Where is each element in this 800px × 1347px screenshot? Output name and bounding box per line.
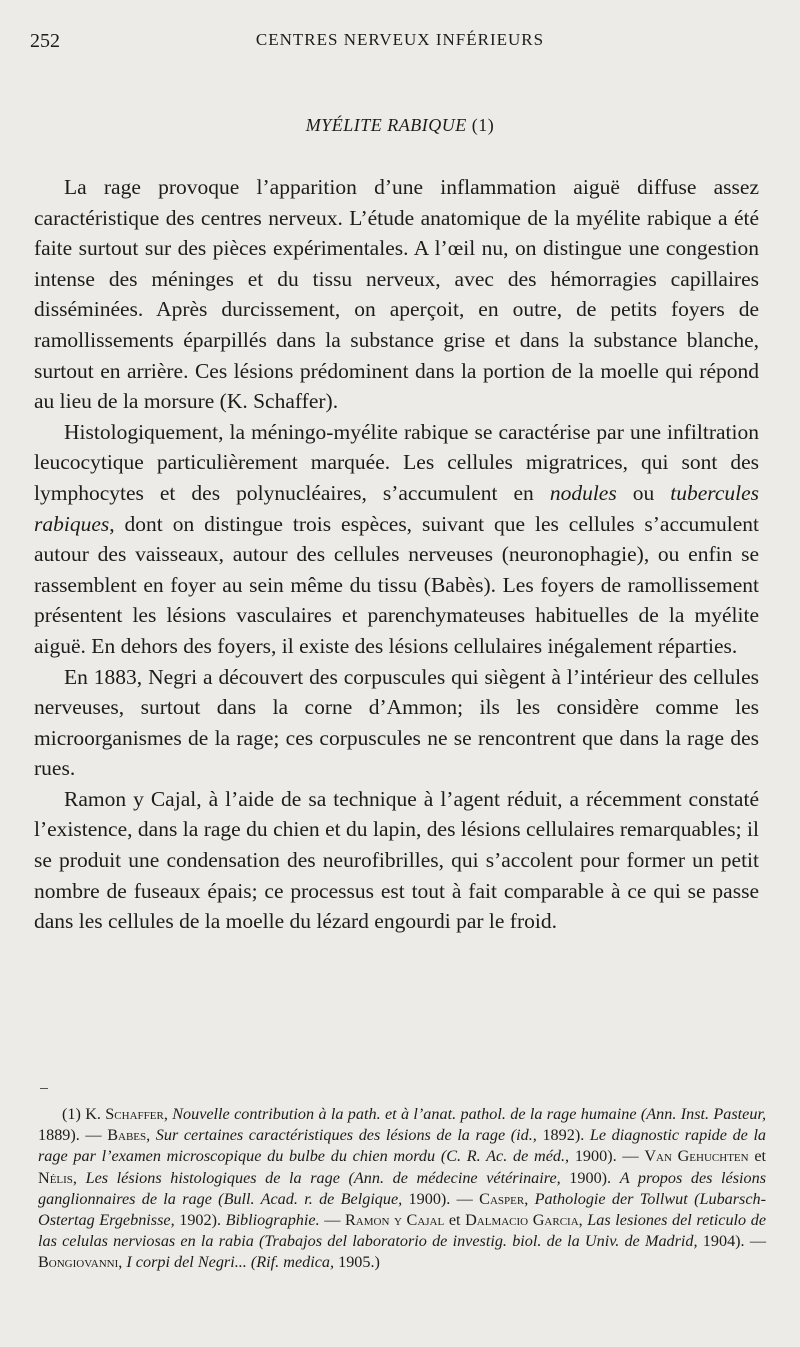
fn-span: , (163, 1105, 173, 1123)
paragraph: Ramon y Cajal, à l’aide de sa technique à l’agent réduit, a récemment constaté l’existence, dans la rage du chien et du lapin, des lésions cellulaires remarquables; il se produit une condensation des neurofibrilles, qui s’accolent pour former un petit nombre de fuseaux épais; ce processus est tout à fait comparable à ce qui se passe dans les cellules de la moelle du lézard engourdi par le froid. (34, 786, 759, 934)
fn-span: 1889). — (38, 1126, 108, 1145)
text-span: , dont on distingue trois espèces, suivant que les cellules s’accumulent autour des vaisseaux, autour des cellules nerveuses (neuronophagie), ou enfin se rassemblent en foyer au sein même du tissu (Babès). Les foyers de ramollissement présentent les lésions vasculaires et parenchymateuses habituelles de la myélite aiguë. En dehors des foyers, il existe des lésions cellulaires inégalement réparties. (34, 511, 759, 658)
fn-author: Bongiovanni (38, 1253, 119, 1272)
fn-span: et (444, 1211, 466, 1230)
fn-work: Nouvelle contribution à la path. et à l’anat. pathol. de la rage humaine (Ann. Inst. Pasteur, (172, 1105, 766, 1123)
text-span: ou (616, 480, 671, 505)
paragraph: La rage provoque l’apparition d’une inflammation aiguë diffuse assez caractéristique des centres nerveux. L’étude anatomique de la myélite rabique a été faite surtout sur des pièces expérimentales. A l’œil nu, on distingue une congestion intense des méninges et du tissu nerveux, avec des hémorragies capillaires disséminées. Après durcissement, on aperçoit, en outre, de petits foyers de ramollissements éparpillés dans la substance grise et dans la substance blanche, surtout en arrière. Ces lésions prédominent dans la portion de la moelle qui répond au lieu de la morsure (K. Schaffer). (34, 175, 759, 414)
emphasis: nodules (549, 480, 617, 505)
fn-work: A propos des lésions ganglionnaires de la rage (Bull. Acad. r. de Belgique, (38, 1168, 767, 1208)
paragraph: En 1883, Negri a découvert des corpuscules qui siègent à l’intérieur des cellules nerveuses, surtout dans la corne d’Ammon; ils les considère comme les microorganismes de la rage; ces corpuscules ne se rencontrent que dans la rage des rues. (34, 664, 759, 781)
fn-span: 1900). (560, 1168, 620, 1187)
fn-span: 1902). (174, 1211, 226, 1230)
footnote-reference: (1) (471, 115, 495, 135)
paragraph (34, 417, 759, 662)
fn-work: I corpi del Negri... (Rif. medica, (126, 1253, 335, 1272)
fn-work: Pathologie der Tollwut (Lubarsch-Ostertag Ergebnisse, (38, 1189, 767, 1230)
footnote-text (38, 1104, 766, 1274)
fn-span: et (748, 1147, 767, 1166)
fn-author: Babes (107, 1126, 147, 1145)
footnote (38, 1104, 766, 1274)
fn-author: Casper (479, 1189, 525, 1208)
fn-author: Nélis (38, 1168, 73, 1187)
fn-author: Van Gehuchten (644, 1147, 749, 1166)
footnote-separator (40, 1088, 48, 1089)
fn-span: , (118, 1253, 127, 1272)
fn-author: K. Schaffer (85, 1105, 164, 1123)
fn-span: , (72, 1168, 86, 1187)
emphasis: tubercules rabiques (34, 480, 760, 536)
fn-work: Las lesiones del reticulo de las celulas nerviosas en la rabia (Trabajos del laboratorio de investig. biol. de la Univ. de Madrid, (38, 1211, 767, 1251)
fn-span: , (146, 1126, 156, 1145)
page-header (30, 30, 770, 58)
fn-span: , (578, 1211, 588, 1230)
fn-span: , (524, 1189, 535, 1208)
fn-work: Les lésions histologiques de la rage (Ann. de médecine vétérinaire, (85, 1168, 561, 1187)
fn-span: 1905.) (334, 1253, 380, 1272)
fn-span: (1) (62, 1105, 86, 1123)
fn-span: 1900). — (402, 1189, 480, 1208)
body-text (34, 172, 759, 937)
fn-span: 1904). — (697, 1232, 767, 1251)
fn-span: — (319, 1211, 345, 1230)
section-title-text: MYÉLITE RABIQUE (305, 115, 467, 135)
running-head: CENTRES NERVEUX INFÉRIEURS (255, 30, 545, 49)
page-number: 252 (30, 30, 60, 52)
fn-work: Bibliographie. (225, 1211, 320, 1230)
fn-work: Sur certaines caractéristiques des lésions de la rage (id., (155, 1126, 537, 1145)
fn-author: Dalmacio Garcia (465, 1211, 579, 1230)
fn-work: Le diagnostic rapide de la rage par l’examen microscopique du bulbe du chien mordu (C. R. Ac. de méd., (38, 1126, 767, 1166)
text-span: Histologiquement, la méningo-myélite rabique se caractérise par une infiltration leucocytique particulièrement marquée. Les cellules migratrices, qui sont des lymphocytes et des polynucléaires, s’accumulent en (34, 419, 759, 505)
fn-span: 1900). — (569, 1147, 645, 1166)
section-title (0, 115, 800, 136)
fn-span: 1892). (536, 1126, 590, 1145)
fn-author: Ramon y Cajal (345, 1211, 445, 1230)
